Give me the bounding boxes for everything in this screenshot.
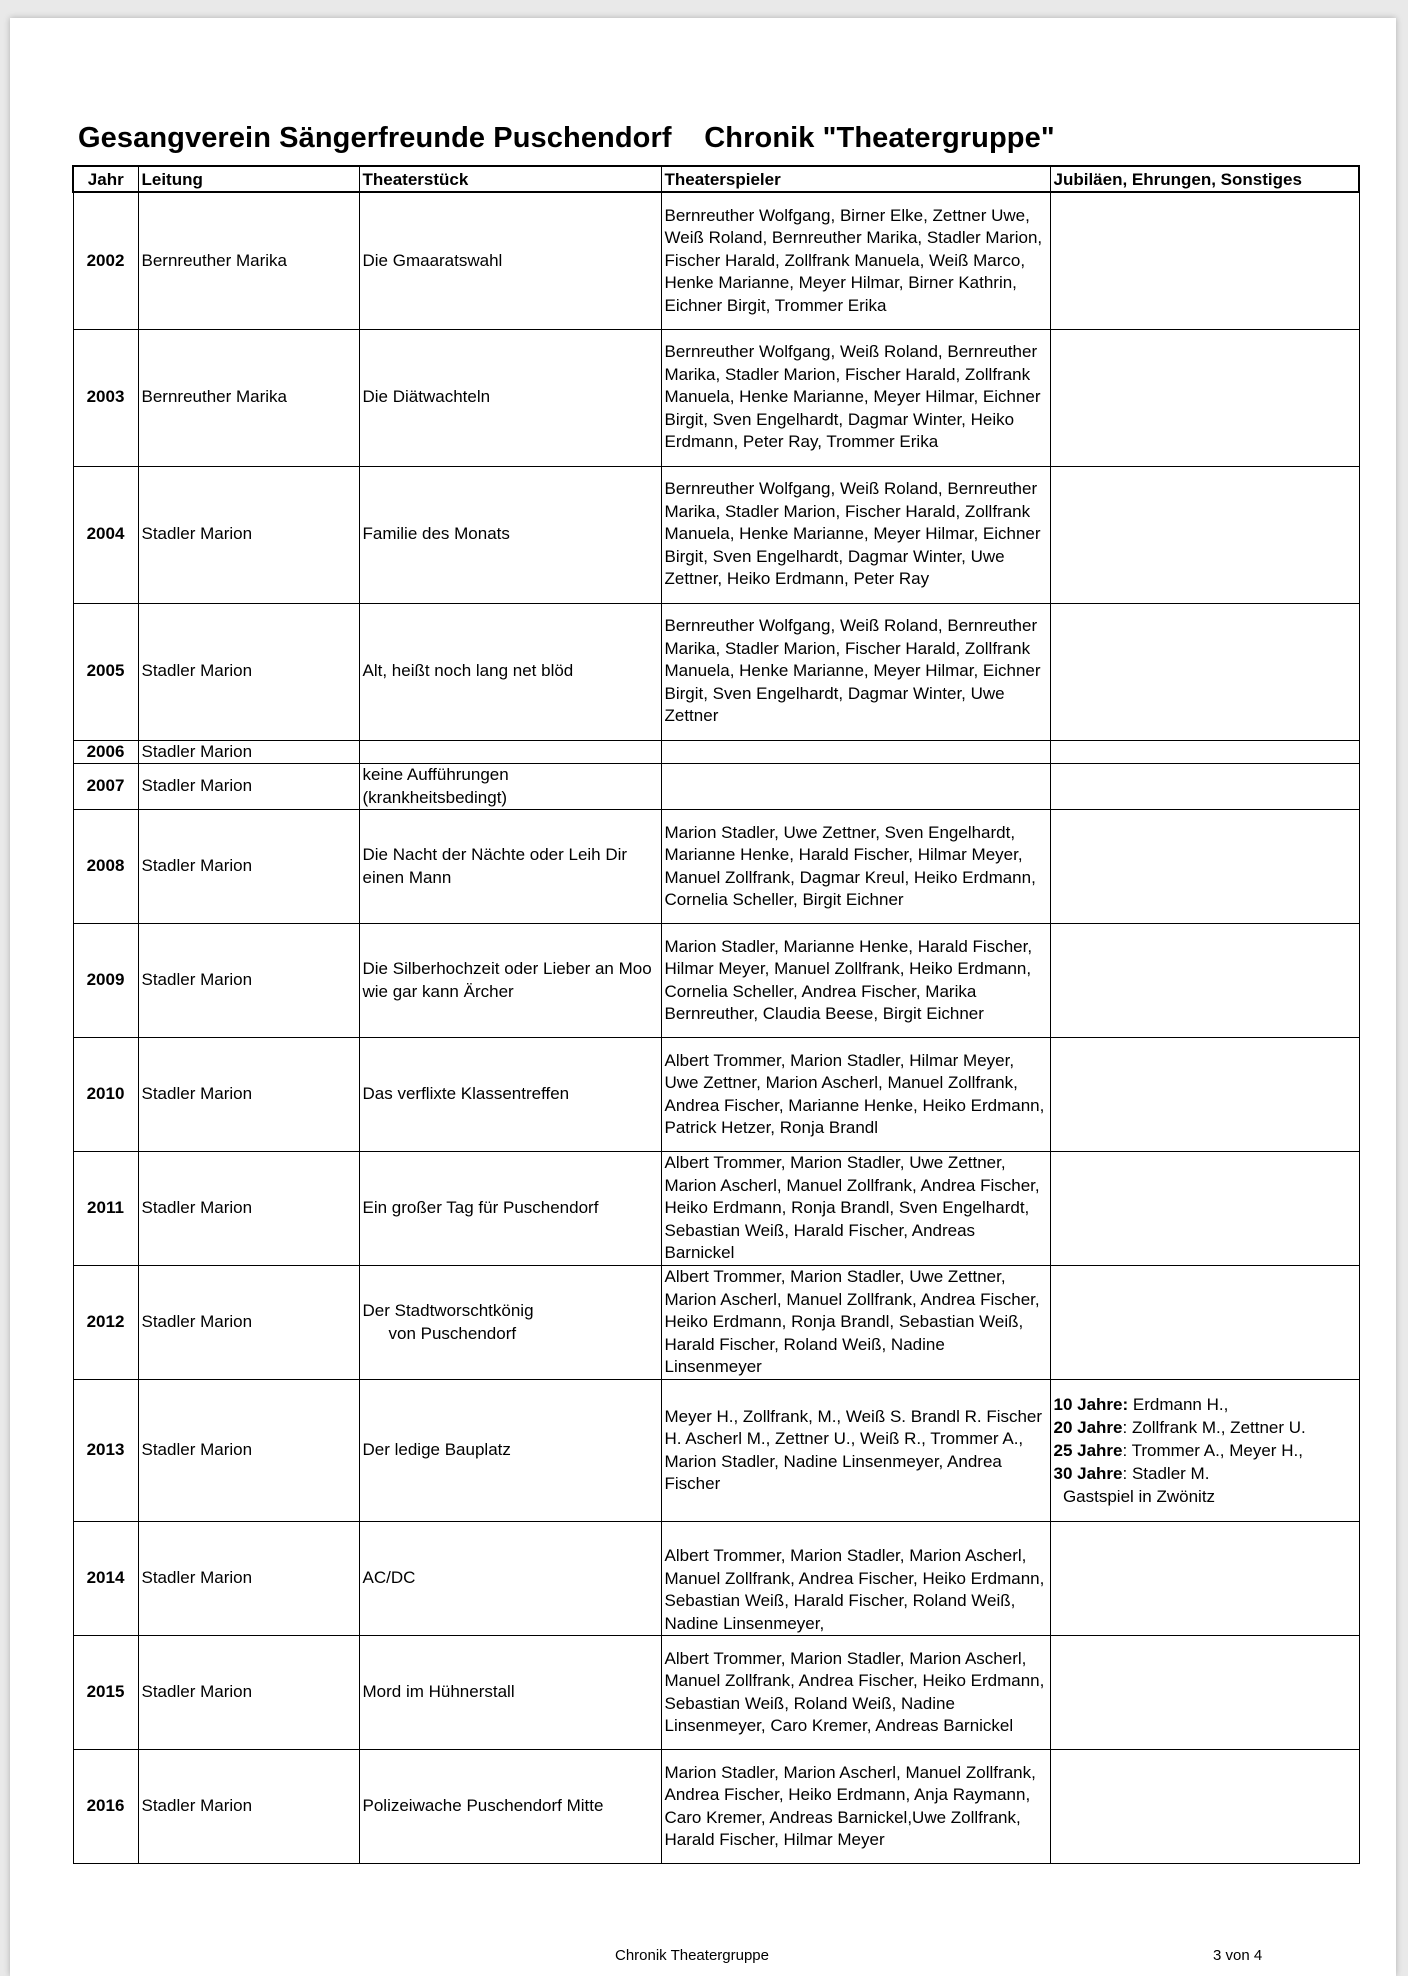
notes-cell (1050, 1750, 1359, 1864)
play-cell: Der ledige Bauplatz (359, 1380, 661, 1522)
play-cell: AC/DC (359, 1522, 661, 1636)
play-cell: Familie des Monats (359, 466, 661, 603)
year-cell: 2015 (73, 1636, 138, 1750)
table-row (73, 924, 1359, 1038)
lead-cell: Stadler Marion (138, 603, 359, 740)
guest-performance-line (1054, 1485, 1356, 1508)
play-cell: Die Gmaaratswahl (359, 192, 661, 329)
notes-cell (1050, 1636, 1359, 1750)
anniversary-names: : Trommer A., Meyer H., (1122, 1441, 1303, 1460)
year-cell: 2008 (73, 810, 138, 924)
actors-cell: Meyer H., Zollfrank, M., Weiß S. Brandl R. Fischer H. Ascherl M., Zettner U., Weiß R., Trommer A., Marion Stadler, Nadine Linsenmeyer, Andrea Fischer (661, 1380, 1050, 1522)
notes-cell (1050, 1038, 1359, 1152)
play-cell: Die Nacht der Nächte oder Leih Dir einen Mann (359, 810, 661, 924)
footer-title: Chronik Theatergruppe (615, 1947, 769, 1964)
table-row (73, 603, 1359, 740)
lead-cell: Stadler Marion (138, 1636, 359, 1750)
actors-cell: Bernreuther Wolfgang, Weiß Roland, Bernreuther Marika, Stadler Marion, Fischer Harald, Zollfrank Manuela, Henke Marianne, Meyer Hilmar, Eichner Birgit, Sven Engelhardt, Dagmar Winter, Heiko Erdmann, Peter Ray, Trommer Erika (661, 329, 1050, 466)
year-cell: 2004 (73, 466, 138, 603)
year-cell: 2007 (73, 764, 138, 810)
lead-cell: Stadler Marion (138, 1266, 359, 1380)
table-row (73, 1522, 1359, 1636)
actors-cell: Albert Trommer, Marion Stadler, Uwe Zettner, Marion Ascherl, Manuel Zollfrank, Andrea Fischer, Heiko Erdmann, Ronja Brandl, Sebastian Weiß, Harald Fischer, Roland Weiß, Nadine Linsenmeyer (661, 1266, 1050, 1380)
anniversary-names: Erdmann H., (1128, 1395, 1229, 1414)
actors-cell: Albert Trommer, Marion Stadler, Hilmar Meyer, Uwe Zettner, Marion Ascherl, Manuel Zollfrank, Andrea Fischer, Marianne Henke, Heiko Erdmann, Patrick Hetzer, Ronja Brandl (661, 1038, 1050, 1152)
year-cell: 2006 (73, 740, 138, 764)
anniversary-label: 10 Jahre: (1053, 1395, 1129, 1414)
table-row (73, 1750, 1359, 1864)
actors-cell: Albert Trommer, Marion Stadler, Marion Ascherl, Manuel Zollfrank, Andrea Fischer, Heiko Erdmann, Sebastian Weiß, Roland Weiß, Nadine Linsenmeyer, Caro Kremer, Andreas Barnickel (661, 1636, 1050, 1750)
play-cell: Polizeiwache Puschendorf Mitte (359, 1750, 661, 1864)
play-cell (359, 740, 661, 764)
table-row (73, 810, 1359, 924)
play-cell: Alt, heißt noch lang net blöd (359, 603, 661, 740)
year-cell: 2002 (73, 192, 138, 329)
anniversary-line (1054, 1393, 1356, 1416)
year-cell: 2009 (73, 924, 138, 1038)
anniversary-line (1054, 1416, 1356, 1439)
actors-cell: Marion Stadler, Marianne Henke, Harald Fischer, Hilmar Meyer, Manuel Zollfrank, Heiko Erdmann, Cornelia Scheller, Andrea Fischer, Marika Bernreuther, Claudia Beese, Birgit Eichner (661, 924, 1050, 1038)
actors-cell: Bernreuther Wolfgang, Birner Elke, Zettner Uwe, Weiß Roland, Bernreuther Marika, Stadler Marion, Fischer Harald, Zollfrank Manuela, Weiß Marco, Henke Marianne, Meyer Hilmar, Birner Kathrin, Eichner Birgit, Trommer Erika (661, 192, 1050, 329)
table-row (73, 192, 1359, 329)
actors-cell: Marion Stadler, Uwe Zettner, Sven Engelhardt, Marianne Henke, Harald Fischer, Hilmar Meyer, Manuel Zollfrank, Dagmar Kreul, Heiko Erdmann, Cornelia Scheller, Birgit Eichner (661, 810, 1050, 924)
lead-cell: Stadler Marion (138, 1380, 359, 1522)
anniversary-label: 20 Jahre (1053, 1418, 1123, 1437)
table-row (73, 1038, 1359, 1152)
actors-cell: Bernreuther Wolfgang, Weiß Roland, Bernreuther Marika, Stadler Marion, Fischer Harald, Zollfrank Manuela, Henke Marianne, Meyer Hilmar, Eichner Birgit, Sven Engelhardt, Dagmar Winter, Uwe Zettner (661, 603, 1050, 740)
notes-cell (1050, 329, 1359, 466)
anniversary-label: 25 Jahre (1053, 1441, 1123, 1460)
play-cell: Das verflixte Klassentreffen (359, 1038, 661, 1152)
play-title-line: Der Stadtworschtkönig (362, 1301, 534, 1320)
notes-cell (1050, 1266, 1359, 1380)
document-page (10, 18, 1396, 1976)
table-row (73, 1380, 1359, 1522)
year-cell: 2003 (73, 329, 138, 466)
table-row (73, 740, 1359, 764)
table-row (73, 466, 1359, 603)
anniversary-line (1054, 1462, 1356, 1485)
notes-cell (1050, 924, 1359, 1038)
play-title-line-indented: von Puschendorf (388, 1323, 517, 1343)
actors-cell: Bernreuther Wolfgang, Weiß Roland, Bernreuther Marika, Stadler Marion, Fischer Harald, Zollfrank Manuela, Henke Marianne, Meyer Hilmar, Eichner Birgit, Sven Engelhardt, Dagmar Winter, Uwe Zettner, Heiko Erdmann, Peter Ray (661, 466, 1050, 603)
year-cell: 2016 (73, 1750, 138, 1864)
year-cell: 2005 (73, 603, 138, 740)
notes-cell (1050, 764, 1359, 810)
page-number: 3 von 4 (1213, 1947, 1263, 1964)
actors-cell: Albert Trommer, Marion Stadler, Uwe Zettner, Marion Ascherl, Manuel Zollfrank, Andrea Fischer, Heiko Erdmann, Ronja Brandl, Sven Engelhardt, Sebastian Weiß, Harald Fischer, Andreas Barnickel (661, 1152, 1050, 1266)
notes-cell (1050, 603, 1359, 740)
notes-cell (1050, 1152, 1359, 1266)
anniversary-label: 30 Jahre (1053, 1464, 1123, 1483)
anniversary-line (1054, 1439, 1356, 1462)
document-title: Gesangverein Sängerfreunde Puschendorf Chronik "Theatergruppe" (78, 122, 1055, 154)
lead-cell: Stadler Marion (138, 810, 359, 924)
year-cell: 2010 (73, 1038, 138, 1152)
lead-cell: Stadler Marion (138, 1750, 359, 1864)
table-row (73, 1636, 1359, 1750)
actors-cell: Marion Stadler, Marion Ascherl, Manuel Zollfrank, Andrea Fischer, Heiko Erdmann, Anja Raymann, Caro Kremer, Andreas Barnickel,Uwe Zollfrank, Harald Fischer, Hilmar Meyer (661, 1750, 1050, 1864)
lead-cell: Stadler Marion (138, 764, 359, 810)
lead-cell: Stadler Marion (138, 740, 359, 764)
notes-cell (1050, 466, 1359, 603)
lead-cell: Stadler Marion (138, 466, 359, 603)
actors-cell: Albert Trommer, Marion Stadler, Marion Ascherl, Manuel Zollfrank, Andrea Fischer, Heiko Erdmann, Sebastian Weiß, Harald Fischer, Roland Weiß, Nadine Linsenmeyer, (661, 1522, 1050, 1636)
table-row (73, 1152, 1359, 1266)
header-play: Theaterstück (359, 166, 661, 192)
notes-cell (1050, 1380, 1359, 1522)
table-header-row (73, 166, 1359, 192)
notes-cell (1050, 810, 1359, 924)
guest-performance-text: Gastspiel in Zwönitz (1053, 1487, 1216, 1506)
table-row (73, 764, 1359, 810)
notes-cell (1050, 1522, 1359, 1636)
anniversary-names: : Zollfrank M., Zettner U. (1122, 1418, 1306, 1437)
play-cell: keine Aufführungen (krankheitsbedingt) (359, 764, 661, 810)
lead-cell: Stadler Marion (138, 1152, 359, 1266)
play-cell: Mord im Hühnerstall (359, 1636, 661, 1750)
header-lead: Leitung (138, 166, 359, 192)
header-notes: Jubiläen, Ehrungen, Sonstiges (1050, 166, 1359, 192)
play-cell: Die Diätwachteln (359, 329, 661, 466)
lead-cell: Bernreuther Marika (138, 192, 359, 329)
header-year: Jahr (73, 166, 138, 192)
actors-cell (661, 764, 1050, 810)
actors-cell (661, 740, 1050, 764)
year-cell: 2014 (73, 1522, 138, 1636)
table-row (73, 329, 1359, 466)
play-cell: Ein großer Tag für Puschendorf (359, 1152, 661, 1266)
year-cell: 2012 (73, 1266, 138, 1380)
lead-cell: Stadler Marion (138, 1522, 359, 1636)
play-title-line (363, 1323, 658, 1346)
play-cell (359, 1266, 661, 1380)
header-actors: Theaterspieler (661, 166, 1050, 192)
lead-cell: Bernreuther Marika (138, 329, 359, 466)
year-cell: 2011 (73, 1152, 138, 1266)
chronicle-table (72, 165, 1360, 1864)
year-cell: 2013 (73, 1380, 138, 1522)
lead-cell: Stadler Marion (138, 924, 359, 1038)
play-cell: Die Silberhochzeit oder Lieber an Moo wie gar kann Ärcher (359, 924, 661, 1038)
notes-cell (1050, 740, 1359, 764)
anniversary-names: : Stadler M. (1122, 1464, 1210, 1483)
lead-cell: Stadler Marion (138, 1038, 359, 1152)
notes-cell (1050, 192, 1359, 329)
table-row (73, 1266, 1359, 1380)
